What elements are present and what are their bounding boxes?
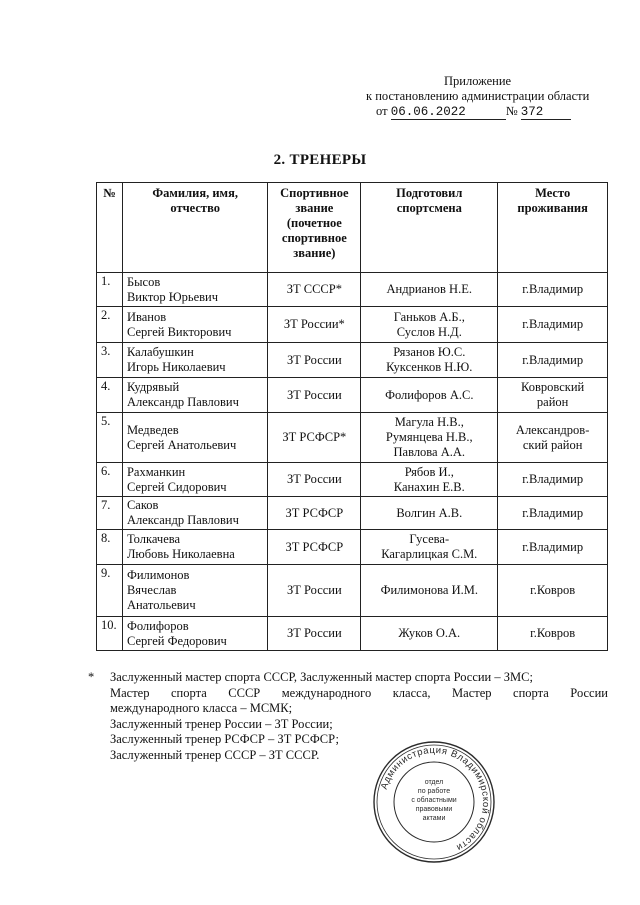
appendix-resolution-ref: к постановлению администрации области bbox=[366, 89, 590, 103]
cell-full-name-line: Александр Павлович bbox=[126, 395, 239, 409]
cell-residence bbox=[498, 530, 608, 565]
seal-center-line: по работе bbox=[417, 788, 451, 795]
cell-number: 4. bbox=[97, 378, 123, 413]
cell-full-name-line: Вячеслав bbox=[126, 583, 177, 597]
cell-full-name bbox=[122, 497, 268, 530]
footnote-star: * bbox=[88, 670, 95, 684]
cell-trained-athlete-line: Гусева- bbox=[409, 532, 450, 546]
cell-number: 6. bbox=[97, 463, 123, 497]
cell-trained-athlete bbox=[361, 497, 498, 530]
cell-residence-line: Ковровский bbox=[521, 380, 585, 394]
cell-full-name-line: Александр Павлович bbox=[126, 513, 239, 527]
header-residence: Место проживания bbox=[498, 183, 608, 273]
cell-full-name-line: Виктор Юрьевич bbox=[126, 289, 219, 304]
cell-sport-title: ЗТ РСФСР bbox=[268, 530, 361, 565]
cell-sport-title: ЗТ РСФСР* bbox=[268, 413, 361, 463]
table-row bbox=[97, 343, 608, 378]
cell-full-name-line: Толкачева bbox=[126, 532, 181, 546]
cell-residence bbox=[498, 307, 608, 343]
cell-residence-line: г.Владимир bbox=[522, 505, 584, 520]
cell-residence-line: г.Владимир bbox=[522, 539, 584, 554]
cell-sport-title: ЗТ России bbox=[268, 378, 361, 413]
official-seal-stamp bbox=[372, 740, 496, 864]
cell-sport-title: ЗТ России bbox=[268, 463, 361, 497]
cell-full-name-line: Сергей Сидорович bbox=[126, 479, 227, 494]
cell-residence bbox=[498, 413, 608, 463]
section-title: 2. ТРЕНЕРЫ bbox=[273, 152, 367, 168]
coaches-table bbox=[96, 182, 608, 651]
cell-full-name-line: Игорь Николаевич bbox=[126, 360, 226, 374]
cell-residence bbox=[498, 497, 608, 530]
table-row bbox=[97, 463, 608, 497]
cell-number: 3. bbox=[97, 343, 123, 378]
cell-residence-line: ский район bbox=[522, 437, 583, 452]
cell-sport-title: ЗТ России bbox=[268, 343, 361, 378]
cell-full-name-line: Филимонов bbox=[126, 568, 190, 582]
seal-center-text bbox=[411, 779, 456, 822]
cell-full-name-line: Рахманкин bbox=[126, 464, 186, 479]
cell-full-name-line: Медведев bbox=[126, 422, 179, 437]
table-header-row bbox=[97, 183, 608, 273]
cell-full-name bbox=[122, 343, 268, 378]
cell-residence-line: Александров- bbox=[515, 422, 590, 437]
cell-residence bbox=[498, 343, 608, 378]
table-row bbox=[97, 307, 608, 343]
cell-trained-athlete-line: Ганьков А.Б., bbox=[393, 309, 465, 324]
cell-number: 7. bbox=[97, 497, 123, 530]
cell-trained-athlete-line: Рябов И., bbox=[404, 464, 454, 479]
cell-residence-line: г.Ковров bbox=[530, 626, 576, 640]
cell-trained-athlete-line: Магула Н.В., bbox=[394, 415, 464, 429]
seal-center-line: актами bbox=[422, 815, 446, 822]
cell-trained-athlete-line: Кагарлицкая С.М. bbox=[381, 547, 478, 561]
cell-trained-athlete bbox=[361, 343, 498, 378]
table-row bbox=[97, 497, 608, 530]
footnote bbox=[88, 670, 608, 763]
seal-center-line: правовыми bbox=[415, 806, 453, 813]
footnote-line-5: Заслуженный тренер РСФСР – ЗТ РСФСР; bbox=[110, 732, 339, 746]
cell-trained-athlete-line: Фолифоров А.С. bbox=[385, 387, 474, 402]
cell-residence bbox=[498, 565, 608, 617]
cell-residence-line: район bbox=[536, 395, 569, 409]
cell-trained-athlete bbox=[361, 378, 498, 413]
cell-trained-athlete bbox=[361, 413, 498, 463]
cell-trained-athlete-line: Жуков О.А. bbox=[398, 626, 461, 640]
table-row bbox=[97, 565, 608, 617]
cell-sport-title: ЗТ России bbox=[268, 565, 361, 617]
from-label: от bbox=[376, 104, 388, 118]
cell-sport-title: ЗТ РСФСР bbox=[268, 497, 361, 530]
header-full-name: Фамилия, имя, отчество bbox=[122, 183, 268, 273]
cell-trained-athlete bbox=[361, 565, 498, 617]
seal-center-line: с областными bbox=[411, 797, 457, 804]
footnote-line-6: Заслуженный тренер СССР – ЗТ СССР. bbox=[110, 747, 320, 762]
footnote-line-4: Заслуженный тренер России – ЗТ России; bbox=[110, 716, 333, 731]
cell-trained-athlete-line: Рязанов Ю.С. bbox=[393, 345, 466, 359]
cell-full-name-line: Иванов bbox=[126, 309, 167, 324]
footnote-line-1: * Заслуженный мастер спорта СССР, Заслуженный мастер спорта России – ЗМС; bbox=[88, 670, 533, 684]
cell-number: 1. bbox=[97, 273, 123, 307]
cell-sport-title: ЗТ России* bbox=[268, 307, 361, 343]
seal-ring-text: Администрация Владимирской области bbox=[378, 744, 492, 854]
cell-full-name-line: Кудрявый bbox=[126, 380, 180, 394]
cell-residence-line: г.Владимир bbox=[522, 352, 584, 367]
table-row bbox=[97, 530, 608, 565]
appendix-label: Приложение bbox=[444, 74, 512, 88]
cell-trained-athlete bbox=[361, 307, 498, 343]
cell-full-name-line: Фолифоров bbox=[126, 618, 189, 633]
header-number: № bbox=[97, 183, 123, 273]
seal-center-line: отдел bbox=[424, 779, 444, 786]
cell-residence bbox=[498, 273, 608, 307]
cell-full-name bbox=[122, 413, 268, 463]
cell-trained-athlete-line: Куксенков Н.Ю. bbox=[386, 360, 473, 374]
table-row bbox=[97, 273, 608, 307]
appendix-header bbox=[360, 74, 600, 120]
cell-full-name-line: Любовь Николаевна bbox=[126, 547, 235, 561]
cell-trained-athlete bbox=[361, 530, 498, 565]
cell-trained-athlete-line: Филимонова И.М. bbox=[380, 583, 478, 597]
table-body bbox=[97, 273, 608, 651]
cell-number: 5. bbox=[97, 413, 123, 463]
cell-full-name bbox=[122, 565, 268, 617]
cell-number: 2. bbox=[97, 307, 123, 343]
cell-trained-athlete-line: Павлова А.А. bbox=[393, 445, 466, 459]
cell-trained-athlete-line: Канахин Е.В. bbox=[393, 479, 465, 494]
cell-full-name bbox=[122, 463, 268, 497]
table-row bbox=[97, 413, 608, 463]
cell-trained-athlete bbox=[361, 617, 498, 651]
header-trained-athlete: Подготовил спортсмена bbox=[361, 183, 498, 273]
cell-full-name bbox=[122, 617, 268, 651]
cell-trained-athlete-line: Суслов Н.Д. bbox=[396, 324, 462, 339]
cell-number: 8. bbox=[97, 530, 123, 565]
cell-full-name-line: Сергей Викторович bbox=[126, 324, 232, 339]
cell-trained-athlete-line: Андрианов Н.Е. bbox=[386, 282, 472, 296]
cell-residence bbox=[498, 617, 608, 651]
cell-residence bbox=[498, 463, 608, 497]
cell-residence-line: г.Владимир bbox=[522, 317, 584, 331]
cell-trained-athlete bbox=[361, 463, 498, 497]
cell-trained-athlete-line: Румянцева Н.В., bbox=[385, 430, 473, 444]
cell-residence-line: г.Владимир bbox=[522, 282, 584, 296]
cell-residence bbox=[498, 378, 608, 413]
cell-full-name-line: Саков bbox=[126, 498, 159, 512]
cell-full-name bbox=[122, 273, 268, 307]
cell-full-name bbox=[122, 530, 268, 565]
cell-full-name-line: Сергей Федорович bbox=[126, 633, 227, 648]
cell-trained-athlete-line: Волгин А.В. bbox=[396, 505, 463, 520]
number-label: № bbox=[505, 104, 518, 118]
footnote-line-3: международного класса – МСМК; bbox=[110, 701, 293, 715]
resolution-number: 372 bbox=[521, 106, 571, 120]
resolution-date: 06.06.2022 bbox=[391, 106, 506, 120]
cell-full-name-line: Анатольевич bbox=[126, 598, 196, 612]
table-row bbox=[97, 617, 608, 651]
cell-sport-title: ЗТ СССР* bbox=[268, 273, 361, 307]
cell-number: 9. bbox=[97, 565, 123, 617]
table-row bbox=[97, 378, 608, 413]
cell-trained-athlete bbox=[361, 273, 498, 307]
footnote-line-2: Мастер спорта СССР международного класса, Мастер спорта России bbox=[110, 685, 608, 700]
cell-full-name bbox=[122, 378, 268, 413]
cell-full-name-line: Калабушкин bbox=[126, 345, 194, 359]
cell-full-name-line: Сергей Анатольевич bbox=[126, 437, 237, 452]
cell-residence-line: г.Ковров bbox=[530, 583, 576, 597]
cell-residence-line: г.Владимир bbox=[522, 472, 584, 486]
cell-sport-title: ЗТ России bbox=[268, 617, 361, 651]
appendix-date-line bbox=[360, 104, 600, 120]
header-sport-title: Спортивное звание (почетное спортивное звание) bbox=[268, 183, 361, 273]
cell-full-name-line: Бысов bbox=[126, 274, 161, 289]
cell-number: 10. bbox=[97, 617, 123, 651]
cell-full-name bbox=[122, 307, 268, 343]
